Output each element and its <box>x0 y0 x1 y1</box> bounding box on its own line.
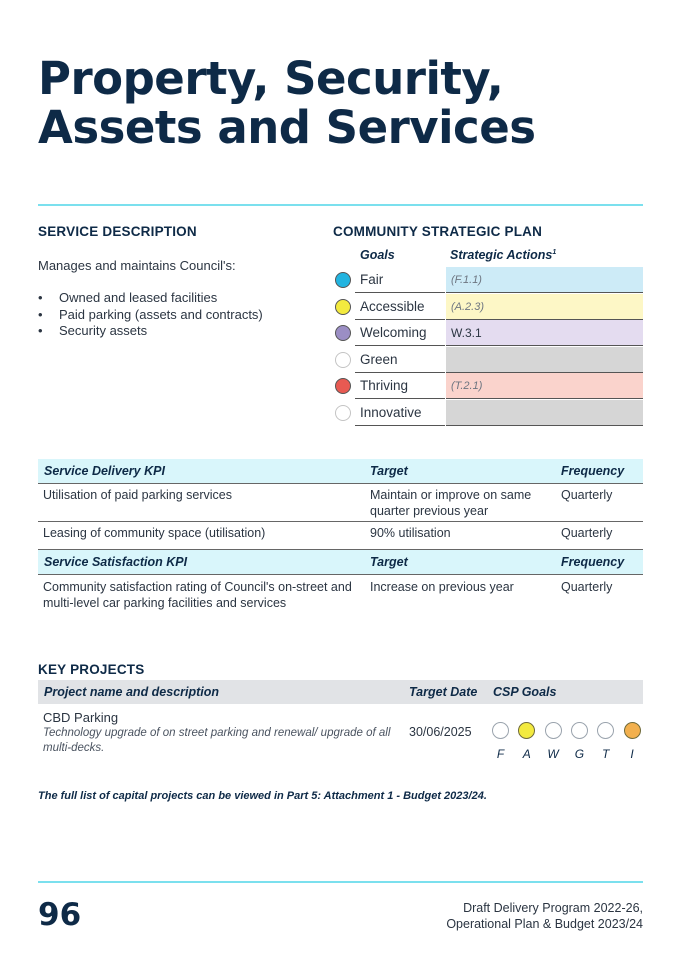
target-column-header: Target <box>370 464 408 478</box>
goal-circle-icon <box>335 299 351 315</box>
footnote-marker: 1 <box>552 248 557 256</box>
csp-goal-label: Innovative <box>355 400 445 426</box>
csp-strategic-action: (A.2.3) <box>446 294 643 320</box>
csp-goal-dot-icon <box>492 722 509 739</box>
csp-goal-label: Thriving <box>355 373 445 399</box>
page-number: 96 <box>38 897 82 933</box>
csp-goals-header: Goals <box>360 248 395 262</box>
project-name-column-header: Project name and description <box>44 685 220 699</box>
target-cell: Increase on previous year <box>370 580 514 594</box>
footer-document-title <box>446 901 643 932</box>
csp-goal-letter: I <box>630 747 634 761</box>
csp-goal-label: Welcoming <box>355 320 445 346</box>
csp-goal-dot-icon <box>518 722 535 739</box>
footer-line: Draft Delivery Program 2022-26, <box>463 901 643 915</box>
csp-row-green <box>333 347 643 373</box>
csp-goal-letter: F <box>496 747 505 761</box>
goal-circle-icon <box>335 325 351 341</box>
table-row <box>38 522 643 550</box>
csp-goals-column-header: CSP Goals <box>493 685 557 699</box>
list-item: • Security assets <box>38 323 318 340</box>
project-name: CBD Parking <box>43 710 119 725</box>
table-row <box>38 484 643 522</box>
service-description-heading: SERVICE DESCRIPTION <box>38 224 197 239</box>
csp-goal-letter: G <box>574 747 585 761</box>
csp-row-fair <box>333 267 643 293</box>
frequency-cell: Quarterly <box>561 526 613 540</box>
target-cell: Maintain or improve on same quarter previous year <box>370 488 532 518</box>
footer-line: Operational Plan & Budget 2023/24 <box>446 916 643 931</box>
csp-goal-dot-icon <box>571 722 588 739</box>
csp-goal-letter: W <box>547 747 559 761</box>
list-item: • Paid parking (assets and contracts) <box>38 307 318 324</box>
target-date-column-header: Target Date <box>409 685 478 699</box>
kpi-cell: Community satisfaction rating of Council's on-street and multi-level car parking facilities and services <box>43 580 352 610</box>
csp-goal-dot-icon <box>597 722 614 739</box>
csp-strategic-action <box>446 347 643 373</box>
key-projects-header <box>38 680 643 704</box>
capital-projects-note: The full list of capital projects can be viewed in Part 5: Attachment 1 - Budget 2023/24. <box>38 790 487 802</box>
csp-row-thriving <box>333 373 643 399</box>
page-title: Property, Security, Assets and Services <box>38 52 536 154</box>
service-description-intro: Manages and maintains Council's: <box>38 258 236 273</box>
footer-divider <box>38 881 643 883</box>
csp-goal-letter: T <box>602 747 610 761</box>
csp-goal-dot-icon <box>624 722 641 739</box>
goal-circle-icon <box>335 378 351 394</box>
csp-goal-letter: A <box>522 747 531 761</box>
frequency-cell: Quarterly <box>561 488 613 502</box>
kpi-cell: Utilisation of paid parking services <box>43 488 232 502</box>
service-description-list <box>38 290 318 340</box>
project-description: Technology upgrade of on street parking and renewal/ upgrade of all multi-decks. <box>43 727 391 754</box>
csp-row-accessible <box>333 294 643 320</box>
service-delivery-kpi-header <box>38 459 643 484</box>
goal-circle-icon <box>335 405 351 421</box>
csp-strategic-action: (T.2.1) <box>446 373 643 399</box>
csp-goal-label: Green <box>355 347 445 373</box>
csp-row-innovative <box>333 400 643 426</box>
csp-actions-header-label: Strategic Actions <box>450 248 553 262</box>
csp-actions-header <box>450 248 556 262</box>
csp-strategic-action: (F.1.1) <box>446 267 643 293</box>
goal-circle-icon <box>335 272 351 288</box>
target-cell: 90% utilisation <box>370 526 451 540</box>
kpi-column-header: Service Satisfaction KPI <box>44 555 188 569</box>
frequency-cell: Quarterly <box>561 580 613 594</box>
key-projects-heading: KEY PROJECTS <box>38 662 145 677</box>
csp-strategic-action <box>446 400 643 426</box>
service-satisfaction-kpi-header <box>38 550 643 575</box>
csp-heading: COMMUNITY STRATEGIC PLAN <box>333 224 543 239</box>
frequency-column-header: Frequency <box>561 464 625 478</box>
top-divider <box>38 204 643 206</box>
goal-circle-icon <box>335 352 351 368</box>
csp-goal-dot-icon <box>545 722 562 739</box>
csp-goal-label: Fair <box>355 267 445 293</box>
target-column-header: Target <box>370 555 408 569</box>
kpi-column-header: Service Delivery KPI <box>44 464 165 478</box>
csp-row-welcoming <box>333 320 643 346</box>
project-target-date: 30/06/2025 <box>409 725 472 739</box>
kpi-cell: Leasing of community space (utilisation) <box>43 526 266 540</box>
frequency-column-header: Frequency <box>561 555 625 569</box>
table-row <box>38 576 643 616</box>
list-item: • Owned and leased facilities <box>38 290 318 307</box>
csp-goal-label: Accessible <box>355 294 445 320</box>
csp-strategic-action: W.3.1 <box>446 320 643 346</box>
